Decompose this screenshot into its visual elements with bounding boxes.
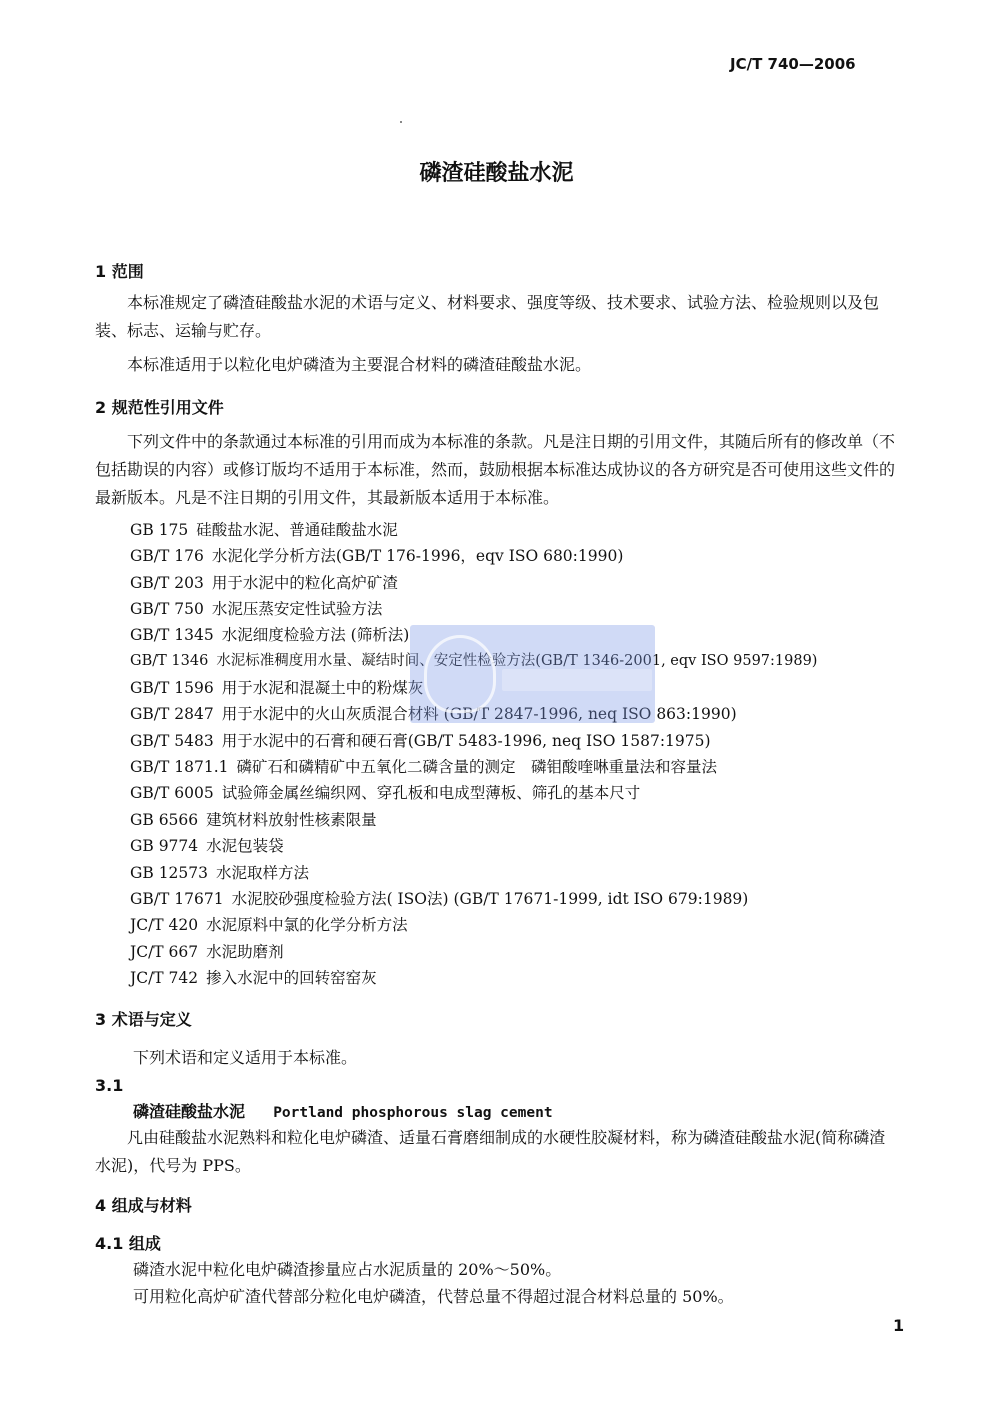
reference-item — [130, 757, 717, 777]
section-3-paragraph-1: 下列术语和定义适用于本标准。 — [133, 1048, 358, 1067]
reference-code: GB 9774 — [130, 837, 199, 855]
reference-code: GB/T 750 — [130, 600, 204, 618]
subsection-4-1-heading: 4.1 组成 — [95, 1234, 161, 1253]
reference-title: 掺入水泥中的回转窑窑灰 — [206, 969, 377, 987]
reference-item — [130, 546, 623, 566]
reference-item — [130, 942, 284, 962]
reference-title: 用于水泥中的石膏和硬石膏(GB/T 5483-1996, neq ISO 1587:1975) — [221, 732, 711, 750]
reference-item — [130, 678, 423, 698]
section-1-paragraph-2: 本标准适用于以粒化电炉磷渣为主要混合材料的磷渣硅酸盐水泥。 — [127, 355, 592, 374]
reference-item — [130, 731, 711, 751]
section-2-heading: 2 规范性引用文件 — [95, 398, 224, 417]
reference-item — [130, 836, 284, 856]
section-4-paragraph-2: 可用粒化高炉矿渣代替部分粒化电炉磷渣，代替总量不得超过混合材料总量的 50%。 — [133, 1287, 734, 1306]
section-4-heading: 4 组成与材料 — [95, 1196, 192, 1215]
reference-item — [130, 863, 309, 883]
reference-title: 用于水泥中的粒化高炉矿渣 — [211, 574, 398, 592]
page-title: 磷渣硅酸盐水泥 — [419, 161, 574, 186]
reference-title: 水泥取样方法 — [216, 864, 310, 882]
reference-code: GB 6566 — [130, 811, 199, 829]
standard-number: JC/T 740—2006 — [730, 55, 856, 73]
reference-item — [130, 783, 640, 803]
reference-title: 水泥压蒸安定性试验方法 — [211, 600, 383, 618]
reference-title: 磷矿石和磷精矿中五氧化二磷含量的测定 磷钼酸喹啉重量法和容量法 — [236, 758, 718, 776]
section-3-heading: 3 术语与定义 — [95, 1010, 192, 1029]
reference-title: 建筑材料放射性核素限量 — [206, 811, 377, 829]
reference-code: GB/T 6005 — [130, 784, 214, 802]
watermark-logo-icon — [424, 635, 496, 713]
term-definition: 凡由硅酸盐水泥熟料和粒化电炉磷渣、适量石膏磨细制成的水硬性胶凝材料，称为磷渣硅酸盐水泥(简称磷渣水泥)，代号为 PPS。 — [95, 1128, 886, 1175]
reference-title: 水泥标准稠度用水量、凝结时间、安定性检验方法(GB/T 1346-2001, eqv ISO 9597:1989) — [216, 653, 818, 669]
reference-title: 用于水泥和混凝土中的粉煤灰 — [221, 679, 424, 697]
reference-code: GB/T 203 — [130, 574, 204, 592]
reference-code: GB/T 1596 — [130, 679, 214, 697]
reference-item — [130, 573, 398, 593]
reference-title: 水泥化学分析方法(GB/T 176-1996，eqv ISO 680:1990) — [211, 547, 624, 565]
reference-item — [130, 625, 409, 645]
reference-code: GB/T 1345 — [130, 626, 214, 644]
section-2-paragraph-1: 下列文件中的条款通过本标准的引用而成为本标准的条款。凡是注日期的引用文件，其随后所有的修改单（不包括勘误的内容）或修订版均不适用于本标准，然而，鼓励根据本标准达成协议的各方研究是否可使用这些文件的最新版本。凡是不注日期的引用文件，其最新版本适用于本标准。 — [95, 432, 896, 507]
reference-code: GB 12573 — [130, 864, 209, 882]
reference-code: GB/T 1871.1 — [130, 758, 229, 776]
reference-item — [130, 968, 377, 988]
watermark-text-block — [502, 669, 652, 691]
term-entry — [133, 1102, 553, 1123]
term-english: Portland phosphorous slag cement — [273, 1105, 553, 1121]
subsection-3-1-number: 3.1 — [95, 1076, 124, 1095]
reference-code: GB/T 2847 — [130, 705, 214, 723]
reference-code: GB/T 176 — [130, 547, 204, 565]
reference-title: 用于水泥中的火山灰质混合材料 (GB/T 2847-1996, neq ISO 863:1990) — [221, 705, 737, 723]
reference-title: 水泥细度检验方法 (筛析法) — [221, 626, 410, 644]
reference-code: JC/T 420 — [130, 916, 199, 934]
reference-title: 水泥助磨剂 — [206, 943, 284, 961]
reference-code: JC/T 742 — [130, 969, 199, 987]
reference-code: GB 175 — [130, 521, 189, 539]
term-chinese: 磷渣硅酸盐水泥 — [133, 1102, 246, 1121]
reference-title: 水泥胶砂强度检验方法( ISO法) (GB/T 17671-1999, idt ISO 679:1989) — [231, 890, 749, 908]
page-number: 1 — [893, 1316, 905, 1335]
reference-item — [130, 889, 748, 909]
scan-speck — [400, 121, 402, 123]
reference-title: 水泥原料中氯的化学分析方法 — [206, 916, 408, 934]
reference-item — [130, 810, 377, 830]
reference-item — [130, 520, 398, 540]
reference-code: GB/T 5483 — [130, 732, 214, 750]
reference-code: GB/T 1346 — [130, 653, 209, 669]
watermark-stamp — [410, 625, 655, 723]
reference-title: 硅酸盐水泥、普通硅酸盐水泥 — [196, 521, 398, 539]
reference-item — [130, 599, 382, 619]
reference-item — [130, 915, 408, 935]
reference-code: JC/T 667 — [130, 943, 199, 961]
reference-title: 试验筛金属丝编织网、穿孔板和电成型薄板、筛孔的基本尺寸 — [221, 784, 641, 802]
section-4-paragraph-1: 磷渣水泥中粒化电炉磷渣掺量应占水泥质量的 20%～50%。 — [133, 1260, 562, 1279]
section-1-heading: 1 范围 — [95, 262, 144, 281]
reference-title: 水泥包装袋 — [206, 837, 284, 855]
section-1-paragraph-1: 本标准规定了磷渣硅酸盐水泥的术语与定义、材料要求、强度等级、技术要求、试验方法、检验规则以及包装、标志、运输与贮存。 — [95, 293, 880, 340]
reference-code: GB/T 17671 — [130, 890, 224, 908]
